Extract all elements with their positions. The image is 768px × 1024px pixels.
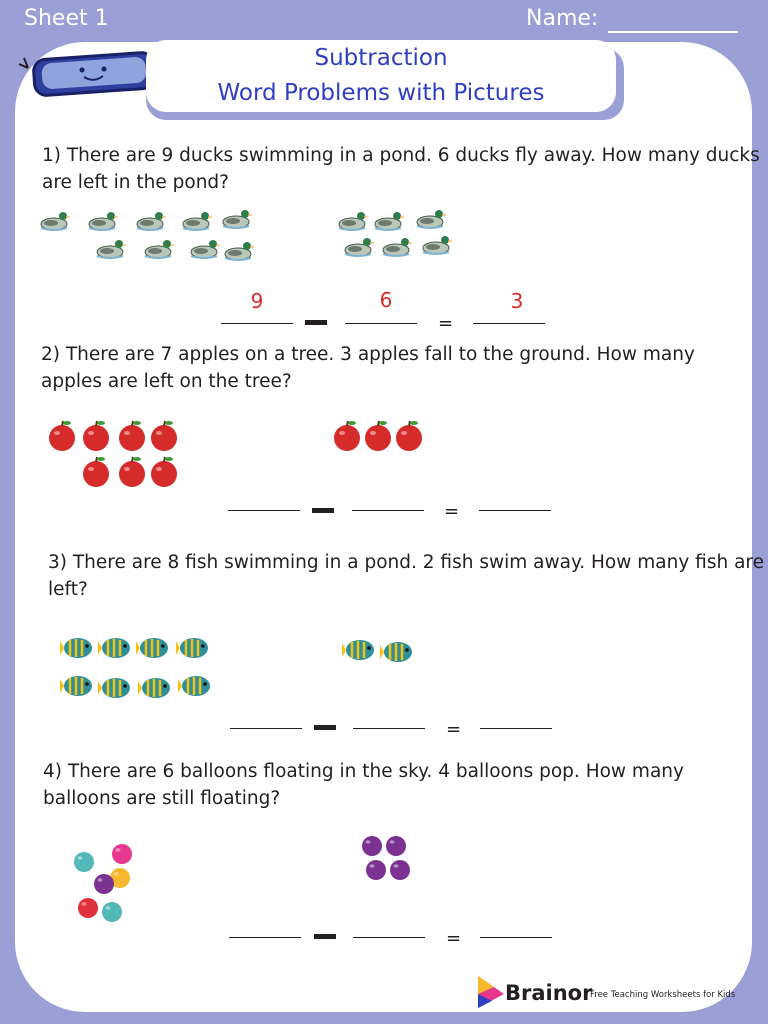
answer-minuend: 9: [250, 289, 264, 313]
answer-line[interactable]: [345, 323, 417, 324]
title-line-2: Word Problems with Pictures: [217, 80, 545, 106]
brand-name: Brainor: [505, 981, 593, 1005]
fish-away-picture: [340, 636, 420, 670]
equals-sign: =: [438, 313, 454, 334]
balloons-total-picture: [70, 840, 140, 930]
balloons-popped-picture: [358, 834, 418, 888]
name-field[interactable]: [608, 31, 738, 33]
ducks-total-picture: [38, 208, 268, 268]
answer-line[interactable]: [229, 937, 301, 938]
equals-sign: =: [446, 719, 462, 740]
apples-fallen-picture: [330, 418, 430, 458]
answer-line[interactable]: [480, 937, 552, 938]
answer-difference: 3: [510, 289, 524, 313]
name-label: Name:: [526, 6, 599, 31]
answer-line[interactable]: [480, 728, 552, 729]
answer-line[interactable]: [230, 728, 302, 729]
problem-2-text: 2) There are 7 apples on a tree. 3 apples fall to the ground. How many apples are left on the tree?: [41, 344, 695, 392]
brand-tagline: Free Teaching Worksheets for Kids: [590, 990, 736, 1000]
fish-total-picture: [58, 634, 218, 704]
sheet-label: Sheet 1: [24, 6, 109, 31]
answer-line[interactable]: [221, 323, 293, 324]
answer-line[interactable]: [473, 323, 545, 324]
answer-line[interactable]: [228, 510, 300, 511]
problem-3-text: 3) There are 8 fish swimming in a pond. 2 fish swim away. How many fish are left?: [48, 552, 764, 600]
equals-sign: =: [446, 928, 462, 949]
apples-total-picture: [45, 418, 185, 490]
answer-line[interactable]: [353, 937, 425, 938]
brainor-logo-icon: [476, 974, 506, 1010]
answer-line[interactable]: [353, 728, 425, 729]
answer-subtrahend: 6: [379, 288, 393, 312]
minus-sign: [314, 934, 336, 939]
title-line-1: Subtraction: [314, 45, 448, 71]
answer-line[interactable]: [479, 510, 551, 511]
problem-1-text: 1) There are 9 ducks swimming in a pond. 6 ducks fly away. How many ducks are left in the pond?: [42, 145, 760, 193]
problem-4-text: 4) There are 6 balloons floating in the sky. 4 balloons pop. How many balloons are still floating?: [43, 761, 684, 809]
minus-sign: [305, 320, 327, 325]
minus-sign: [314, 725, 336, 730]
minus-sign: [312, 508, 334, 513]
equals-sign: =: [444, 501, 460, 522]
answer-line[interactable]: [352, 510, 424, 511]
ducks-flown-picture: [330, 208, 460, 268]
